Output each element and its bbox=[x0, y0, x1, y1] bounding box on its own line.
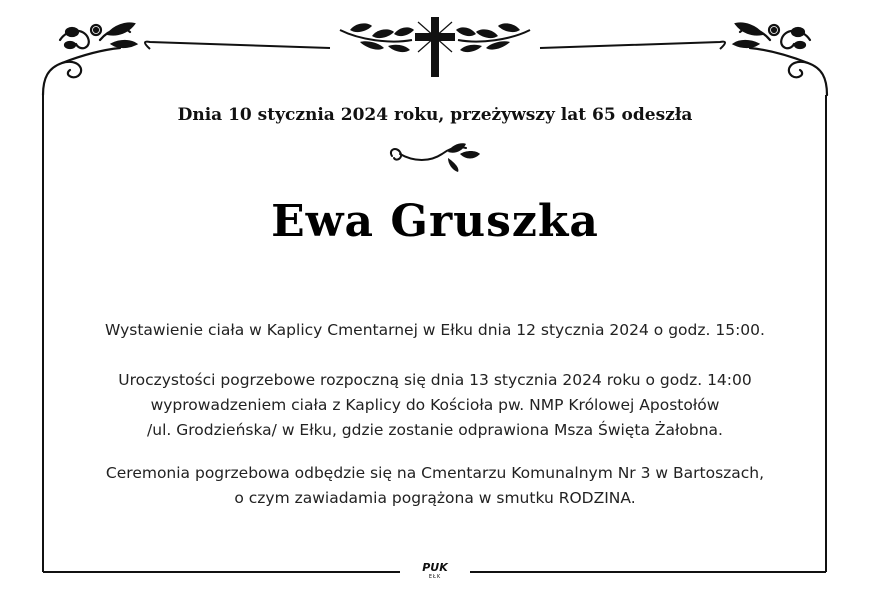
text-line: o czym zawiadamia pogrążona w smutku RODZINA. bbox=[234, 489, 636, 507]
viewing-paragraph bbox=[60, 318, 810, 343]
puk-logo bbox=[411, 562, 459, 584]
frame-top-right-line bbox=[540, 42, 725, 49]
text-line: Uroczystości pogrzebowe rozpoczną się dnia 13 stycznia 2024 roku o godz. 14:00 bbox=[118, 371, 752, 389]
text-line: Ceremonia pogrzebowa odbędzie się na Cmentarzu Komunalnym Nr 3 w Bartoszach, bbox=[105, 464, 765, 482]
frame-top-left-line bbox=[145, 42, 330, 49]
ceremony-paragraph bbox=[60, 368, 810, 443]
cross-with-laurel-icon bbox=[340, 17, 530, 77]
leaf-swirl-divider-icon bbox=[384, 140, 484, 176]
burial-paragraph bbox=[60, 461, 810, 511]
logo-sub-text: EŁK bbox=[428, 574, 442, 580]
deceased-name: Ewa Gruszka bbox=[271, 196, 599, 247]
floral-flourish-icon bbox=[43, 23, 136, 95]
text-line: /ul. Grodzieńska/ w Ełku, gdzie zostanie odprawiona Msza Święta Żałobna. bbox=[147, 421, 723, 439]
text-line: wyprowadzeniem ciała z Kaplicy do Kościoła pw. NMP Królowej Apostołów bbox=[150, 396, 720, 414]
death-date-heading: Dnia 10 stycznia 2024 roku, przeżywszy lat 65 odeszła bbox=[177, 105, 693, 125]
floral-flourish-icon bbox=[734, 23, 827, 95]
text-line: Wystawienie ciała w Kaplicy Cmentarnej w Ełku dnia 12 stycznia 2024 o godz. 15:00. bbox=[105, 321, 765, 339]
logo-main-text: PUK bbox=[422, 561, 448, 574]
